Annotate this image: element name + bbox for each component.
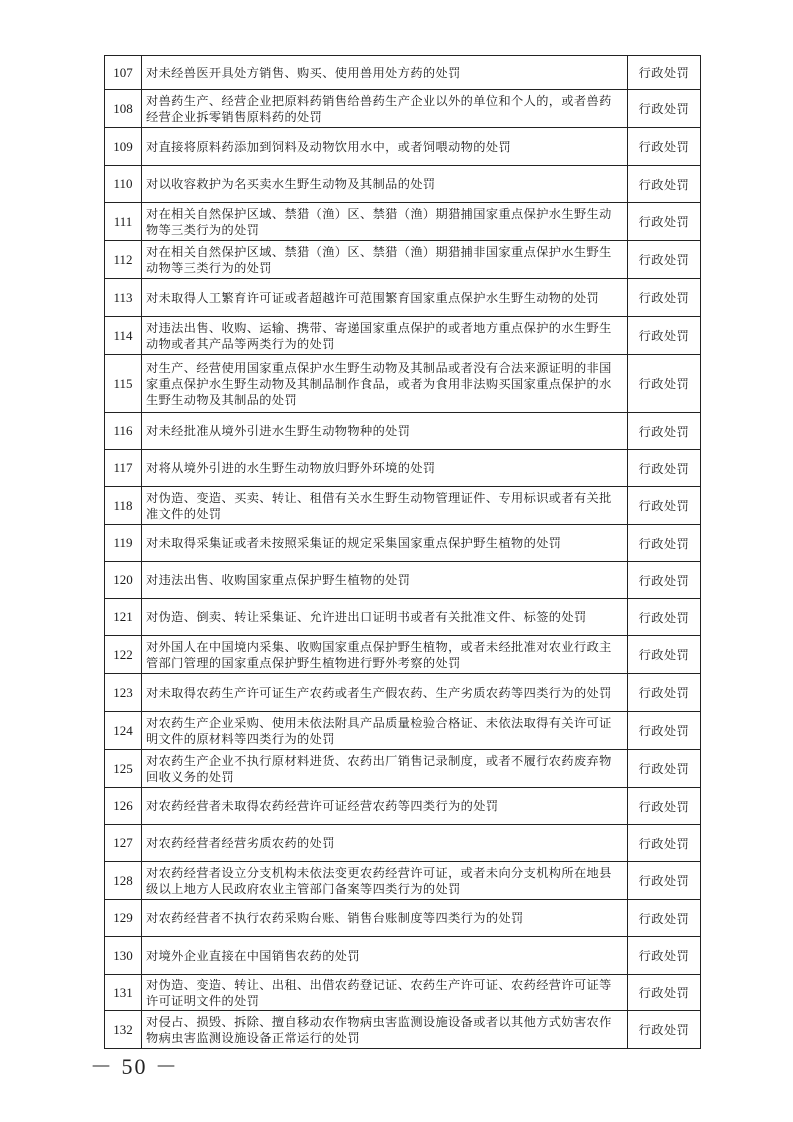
table-row	[105, 900, 701, 937]
row-description: 对在相关自然保护区域、禁猎（渔）区、禁猎（渔）期猎捕非国家重点保护水生野生动物等三类行为的处罚	[142, 241, 628, 279]
table-row	[105, 599, 701, 636]
row-type: 行政处罚	[628, 317, 701, 355]
row-description: 对未经批准从境外引进水生野生动物物种的处罚	[142, 413, 628, 450]
table-row	[105, 450, 701, 487]
row-description: 对兽药生产、经营企业把原料药销售给兽药生产企业以外的单位和个人的，或者兽药经营企业拆零销售原料药的处罚	[142, 90, 628, 128]
row-type: 行政处罚	[628, 825, 701, 862]
row-number: 108	[105, 90, 142, 128]
row-number: 124	[105, 712, 142, 750]
row-number: 111	[105, 203, 142, 241]
table-row	[105, 241, 701, 279]
row-number: 132	[105, 1011, 142, 1049]
row-type: 行政处罚	[628, 450, 701, 487]
table-row	[105, 937, 701, 975]
row-number: 129	[105, 900, 142, 937]
table-row	[105, 56, 701, 90]
row-number: 122	[105, 636, 142, 674]
row-type: 行政处罚	[628, 90, 701, 128]
table-row	[105, 562, 701, 599]
row-number: 123	[105, 674, 142, 712]
table-row	[105, 317, 701, 355]
row-number: 114	[105, 317, 142, 355]
table-row	[105, 862, 701, 900]
row-type: 行政处罚	[628, 674, 701, 712]
row-type: 行政处罚	[628, 56, 701, 90]
row-number: 128	[105, 862, 142, 900]
row-number: 121	[105, 599, 142, 636]
table-row	[105, 825, 701, 862]
table-row	[105, 750, 701, 788]
row-description: 对伪造、变造、转让、出租、出借农药登记证、农药生产许可证、农药经营许可证等许可证明文件的处罚	[142, 975, 628, 1011]
table-row	[105, 712, 701, 750]
row-type: 行政处罚	[628, 525, 701, 562]
row-description: 对农药生产企业不执行原材料进货、农药出厂销售记录制度，或者不履行农药废弃物回收义务的处罚	[142, 750, 628, 788]
row-type: 行政处罚	[628, 937, 701, 975]
row-number: 113	[105, 279, 142, 317]
row-description: 对在相关自然保护区域、禁猎（渔）区、禁猎（渔）期猎捕国家重点保护水生野生动物等三类行为的处罚	[142, 203, 628, 241]
row-description: 对外国人在中国境内采集、收购国家重点保护野生植物，或者未经批准对农业行政主管部门管理的国家重点保护野生植物进行野外考察的处罚	[142, 636, 628, 674]
row-description: 对农药生产企业采购、使用未依法附具产品质量检验合格证、未依法取得有关许可证明文件的原材料等四类行为的处罚	[142, 712, 628, 750]
row-type: 行政处罚	[628, 279, 701, 317]
row-number: 116	[105, 413, 142, 450]
row-number: 120	[105, 562, 142, 599]
row-type: 行政处罚	[628, 712, 701, 750]
row-description: 对违法出售、收购、运输、携带、寄递国家重点保护的或者地方重点保护的水生野生动物或者其产品等两类行为的处罚	[142, 317, 628, 355]
row-description: 对农药经营者经营劣质农药的处罚	[142, 825, 628, 862]
row-description: 对农药经营者不执行农药采购台账、销售台账制度等四类行为的处罚	[142, 900, 628, 937]
row-number: 115	[105, 355, 142, 413]
row-number: 125	[105, 750, 142, 788]
page-number: － 50 －	[90, 1054, 180, 1079]
table-row	[105, 128, 701, 166]
row-type: 行政处罚	[628, 241, 701, 279]
row-type: 行政处罚	[628, 203, 701, 241]
penalty-table	[104, 55, 701, 1049]
table-row	[105, 525, 701, 562]
table-row	[105, 487, 701, 525]
row-type: 行政处罚	[628, 562, 701, 599]
row-type: 行政处罚	[628, 788, 701, 825]
row-number: 126	[105, 788, 142, 825]
row-description: 对境外企业直接在中国销售农药的处罚	[142, 937, 628, 975]
row-description: 对生产、经营使用国家重点保护水生野生动物及其制品或者没有合法来源证明的非国家重点保护水生野生动物及其制品制作食品，或者为食用非法购买国家重点保护的水生野生动物及其制品的处罚	[142, 355, 628, 413]
row-type: 行政处罚	[628, 413, 701, 450]
row-type: 行政处罚	[628, 166, 701, 203]
row-number: 119	[105, 525, 142, 562]
row-type: 行政处罚	[628, 862, 701, 900]
row-description: 对未经兽医开具处方销售、购买、使用兽用处方药的处罚	[142, 56, 628, 90]
table-row	[105, 90, 701, 128]
row-description: 对农药经营者设立分支机构未依法变更农药经营许可证，或者未向分支机构所在地县级以上地方人民政府农业主管部门备案等四类行为的处罚	[142, 862, 628, 900]
row-type: 行政处罚	[628, 128, 701, 166]
row-number: 127	[105, 825, 142, 862]
table-row	[105, 975, 701, 1011]
row-type: 行政处罚	[628, 355, 701, 413]
table-row	[105, 203, 701, 241]
row-description: 对未取得采集证或者未按照采集证的规定采集国家重点保护野生植物的处罚	[142, 525, 628, 562]
row-number: 118	[105, 487, 142, 525]
row-description: 对违法出售、收购国家重点保护野生植物的处罚	[142, 562, 628, 599]
row-type: 行政处罚	[628, 750, 701, 788]
row-number: 107	[105, 56, 142, 90]
row-description: 对伪造、倒卖、转让采集证、允许进出口证明书或者有关批准文件、标签的处罚	[142, 599, 628, 636]
row-number: 110	[105, 166, 142, 203]
table-row	[105, 1011, 701, 1049]
table-row	[105, 788, 701, 825]
row-description: 对将从境外引进的水生野生动物放归野外环境的处罚	[142, 450, 628, 487]
row-number: 109	[105, 128, 142, 166]
row-description: 对侵占、损毁、拆除、擅自移动农作物病虫害监测设施设备或者以其他方式妨害农作物病虫害监测设施设备正常运行的处罚	[142, 1011, 628, 1049]
table-row	[105, 674, 701, 712]
row-description: 对未取得农药生产许可证生产农药或者生产假农药、生产劣质农药等四类行为的处罚	[142, 674, 628, 712]
row-type: 行政处罚	[628, 900, 701, 937]
row-description: 对伪造、变造、买卖、转让、租借有关水生野生动物管理证件、专用标识或者有关批准文件的处罚	[142, 487, 628, 525]
row-description: 对直接将原料药添加到饲料及动物饮用水中，或者饲喂动物的处罚	[142, 128, 628, 166]
table-row	[105, 355, 701, 413]
row-description: 对未取得人工繁育许可证或者超越许可范围繁育国家重点保护水生野生动物的处罚	[142, 279, 628, 317]
row-description: 对农药经营者未取得农药经营许可证经营农药等四类行为的处罚	[142, 788, 628, 825]
table-row	[105, 166, 701, 203]
table-row	[105, 413, 701, 450]
row-type: 行政处罚	[628, 599, 701, 636]
row-number: 131	[105, 975, 142, 1011]
row-type: 行政处罚	[628, 487, 701, 525]
row-type: 行政处罚	[628, 1011, 701, 1049]
row-number: 130	[105, 937, 142, 975]
row-description: 对以收容救护为名买卖水生野生动物及其制品的处罚	[142, 166, 628, 203]
row-type: 行政处罚	[628, 636, 701, 674]
row-number: 117	[105, 450, 142, 487]
table-row	[105, 279, 701, 317]
row-number: 112	[105, 241, 142, 279]
table-row	[105, 636, 701, 674]
row-type: 行政处罚	[628, 975, 701, 1011]
